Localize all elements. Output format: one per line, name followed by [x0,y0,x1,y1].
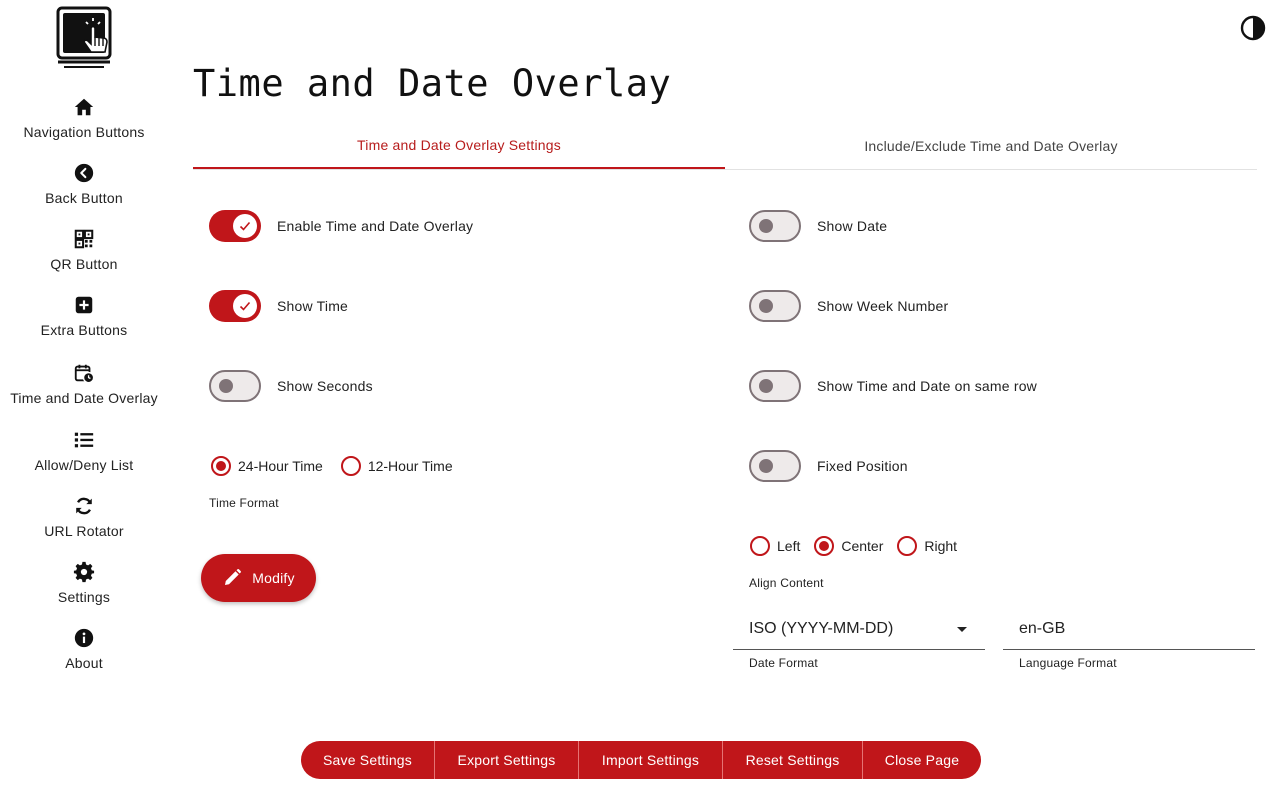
sidebar [0,0,168,800]
export-settings-button[interactable]: Export Settings [435,741,579,779]
footer-button-group [301,741,981,779]
check-icon [238,219,252,233]
sidebar-item-label: Settings [57,589,111,605]
tab-bar [193,122,1257,170]
switch-knob [759,459,773,473]
page-title: Time and Date Overlay [193,62,672,105]
radio-label: Center [841,538,884,554]
radio-circle [897,536,917,556]
radio-label: Left [777,538,801,554]
sidebar-item-time-and-date-overlay[interactable] [0,362,168,406]
switch-knob [759,219,773,233]
radio-align-center[interactable] [814,536,883,556]
fixed-position-switch[interactable] [749,450,801,482]
language-format-input[interactable] [1003,604,1255,650]
switch-knob [759,379,773,393]
modify-button[interactable] [201,554,316,602]
toggle-row-show-seconds [209,370,373,402]
contrast-icon[interactable] [1240,15,1266,41]
caret-down-icon [957,627,967,632]
home-icon [73,96,95,118]
sidebar-item-allow-deny-list[interactable] [0,429,168,473]
show-seconds-label: Show Seconds [277,378,373,394]
info-icon [73,627,95,649]
tab-overlay-settings[interactable]: Time and Date Overlay Settings [193,122,725,169]
sidebar-item-label: Allow/Deny List [34,457,134,473]
toggle-row-same-row [749,370,1037,402]
save-settings-button[interactable]: Save Settings [301,741,435,779]
language-format-label: Language Format [1019,656,1117,670]
radio-label: 24-Hour Time [238,458,323,474]
show-week-number-label: Show Week Number [817,298,949,314]
show-week-number-switch[interactable] [749,290,801,322]
sidebar-item-label: URL Rotator [44,523,124,539]
sidebar-item-navigation-buttons[interactable] [0,96,168,140]
list-icon [73,429,95,451]
back-circle-icon [73,162,95,184]
pencil-icon [222,568,242,588]
date-format-label: Date Format [749,656,818,670]
sidebar-item-label: Extra Buttons [40,322,128,338]
toggle-row-show-time [209,290,348,322]
rotate-icon [73,495,95,517]
same-row-label: Show Time and Date on same row [817,378,1037,394]
close-page-button[interactable]: Close Page [884,752,960,768]
time-format-radio-group [211,456,467,476]
plus-square-icon [73,294,95,316]
sidebar-item-label: About [65,655,103,671]
enable-overlay-switch[interactable] [209,210,261,242]
radio-circle [814,536,834,556]
switch-knob [233,214,257,238]
date-format-select[interactable] [733,604,985,650]
show-date-switch[interactable] [749,210,801,242]
sidebar-item-url-rotator[interactable] [0,495,168,539]
check-icon [238,299,252,313]
show-date-label: Show Date [817,218,888,234]
show-time-switch[interactable] [209,290,261,322]
radio-align-left[interactable] [750,536,800,556]
import-settings-button[interactable]: Import Settings [579,741,723,779]
sidebar-item-label: Time and Date Overlay [10,390,158,406]
time-format-helper: Time Format [209,496,279,510]
tab-include-exclude[interactable]: Include/Exclude Time and Date Overlay [864,137,1118,154]
radio-align-right[interactable] [897,536,957,556]
enable-overlay-label: Enable Time and Date Overlay [277,218,474,234]
switch-knob [233,294,257,318]
sidebar-item-settings[interactable] [0,561,168,605]
language-format-value: en-GB [1019,620,1066,637]
radio-circle [750,536,770,556]
reset-settings-button[interactable]: Reset Settings [723,741,863,779]
sidebar-item-label: Navigation Buttons [23,124,145,140]
date-format-value: ISO (YYYY-MM-DD) [749,620,894,637]
sidebar-item-label: Back Button [45,190,123,206]
show-seconds-switch[interactable] [209,370,261,402]
radio-circle [211,456,231,476]
toggle-row-fixed-position [749,450,908,482]
sidebar-item-qr-button[interactable] [0,228,168,272]
toggle-row-show-week-number [749,290,948,322]
gear-icon [73,561,95,583]
switch-knob [759,299,773,313]
fixed-position-label: Fixed Position [817,458,908,474]
radio-label: 12-Hour Time [367,458,453,474]
qr-code-icon [73,228,95,250]
sidebar-item-back-button[interactable] [0,162,168,206]
align-content-radio-group [750,536,971,556]
modify-button-label: Modify [252,570,295,586]
sidebar-item-about[interactable] [0,627,168,671]
show-time-label: Show Time [277,298,349,314]
touch-kiosk-icon [55,6,113,70]
sidebar-item-label: QR Button [50,256,118,272]
radio-12-hour[interactable] [341,456,453,476]
calendar-clock-icon [73,362,95,384]
radio-24-hour[interactable] [211,456,323,476]
radio-label: Right [924,538,958,554]
same-row-switch[interactable] [749,370,801,402]
align-content-helper: Align Content [749,576,824,590]
sidebar-item-extra-buttons[interactable] [0,294,168,338]
toggle-row-show-date [749,210,887,242]
radio-circle [341,456,361,476]
switch-knob [219,379,233,393]
toggle-row-enable-overlay [209,210,473,242]
